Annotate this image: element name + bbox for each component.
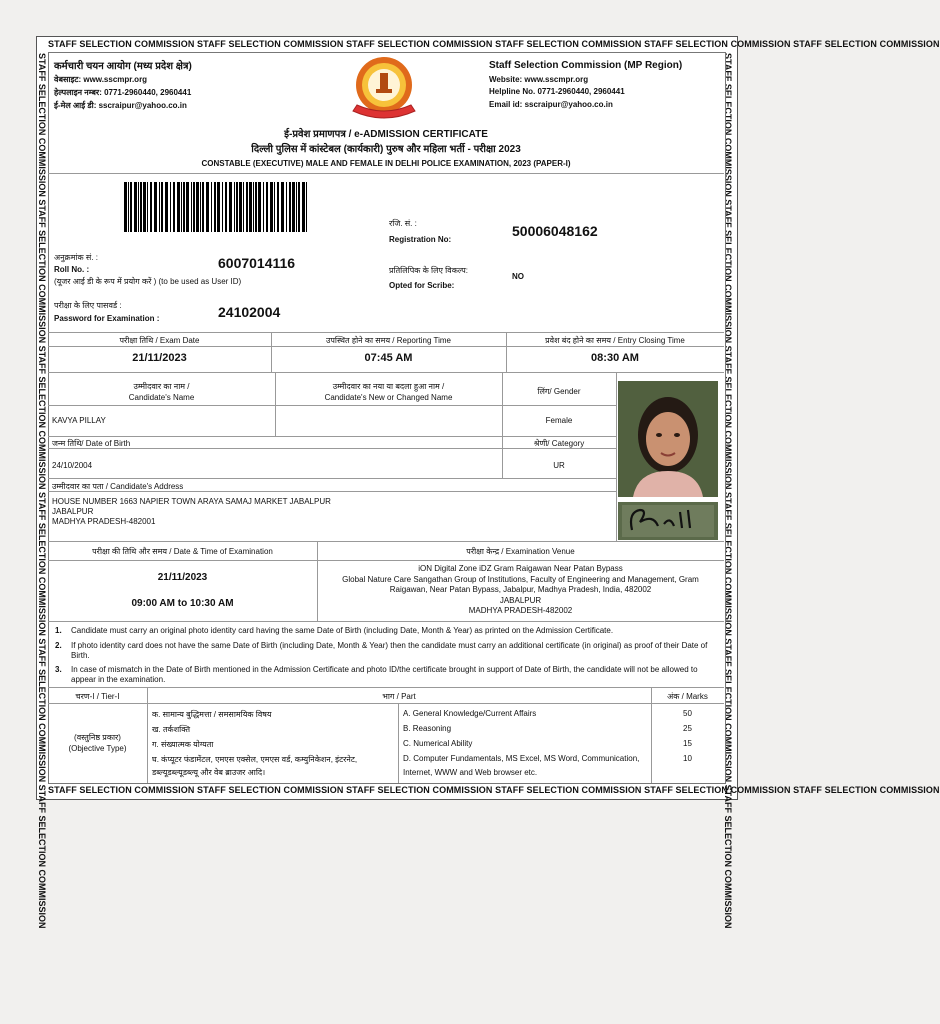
divider <box>48 346 724 347</box>
part-header: भाग / Part <box>382 692 416 701</box>
divider <box>398 703 399 783</box>
barcode-bar <box>234 182 235 232</box>
address-line-2: JABALPUR <box>52 507 94 516</box>
name-label-hindi: उम्मीदवार का नाम / <box>133 382 190 391</box>
gender-label: लिंग/ Gender <box>537 387 581 396</box>
address-line-1: HOUSE NUMBER 1663 NAPIER TOWN ARAYA SAMAJ MARKET JABALPUR <box>52 497 331 506</box>
marks-d: 10 <box>683 754 692 763</box>
hindi-part-d: घ. कंप्यूटर फंडामेंटल, एमएस एक्सेल, एमएस वर्ड, कम्युनिकेशन, इंटरनेट, <box>152 755 358 764</box>
barcode-bar <box>222 182 223 232</box>
divider <box>48 560 724 561</box>
candidate-name: KAVYA PILLAY <box>52 416 106 425</box>
venue-line-3: Raigawan, Near Patan Bypass, Jabalpur, Madhya Pradesh, India, 482002 <box>389 585 652 594</box>
candidate-signature <box>618 502 718 540</box>
instruction-2: If photo identity card does not have the same Date of Birth (including Date, Month & Year) then the candidate must carry an additional certificate (in original) as proof of their Date of Birth. <box>71 641 708 660</box>
divider <box>48 541 724 542</box>
english-website: Website: www.sscmpr.org <box>489 75 589 84</box>
signature-drawing <box>618 502 718 540</box>
english-part-a: A. General Knowledge/Current Affairs <box>403 709 537 718</box>
address-line-3: MADHYA PRADESH-482001 <box>52 517 156 526</box>
english-part-c: C. Numerical Ability <box>403 739 473 748</box>
divider <box>616 372 617 541</box>
barcode-bar <box>253 182 254 232</box>
scribe-label: Opted for Scribe: <box>389 281 455 290</box>
barcode-bar <box>124 182 127 232</box>
instruction-3: In case of mismatch in the Date of Birth mentioned in the Admission Certificate and photo ID/the certificate brought in support of Date of Birth, the candidate will not be allowed to appear in the examination. <box>71 665 698 684</box>
divider <box>48 332 724 333</box>
border-text-top: STAFF SELECTION COMMISSION STAFF SELECTION COMMISSION STAFF SELECTION COMMISSION STAFF SELECTION COMMISSION STAFF SELECTION COMMISSION STAFF SELECTION COMMISSION <box>48 39 940 49</box>
barcode-bar <box>161 182 163 232</box>
border-text-right: STAFF SELECTION COMMISSION STAFF SELECTION COMMISSION STAFF SELECTION COMMISSION STAFF SELECTION COMMISSION STAFF SELECTION COMMISSION STAFF SELECTION COMMISSION <box>723 53 733 929</box>
ssc-emblem-logo <box>345 53 423 123</box>
instruction-2-number: 2. <box>55 641 62 650</box>
barcode-bar <box>150 182 152 232</box>
exam-time: 09:00 AM to 10:30 AM <box>131 598 234 609</box>
barcode-bar <box>143 182 146 232</box>
barcode-bar <box>289 182 291 232</box>
barcode-bar <box>134 182 137 232</box>
barcode-bar <box>306 182 307 232</box>
new-name-label: Candidate's New or Changed Name <box>324 393 453 402</box>
barcode-bar <box>277 182 279 232</box>
roll-note: (यूजर आई डी के रूप में प्रयोग करें ) (to be used as User ID) <box>54 277 242 286</box>
border-text-left: STAFF SELECTION COMMISSION STAFF SELECTION COMMISSION STAFF SELECTION COMMISSION STAFF SELECTION COMMISSION STAFF SELECTION COMMISSION STAFF SELECTION COMMISSION <box>37 53 47 929</box>
barcode-bar <box>243 182 244 232</box>
barcode-bar <box>138 182 139 232</box>
registration-number: 50006048162 <box>512 223 598 239</box>
english-part-d: D. Computer Fundamentals, MS Excel, MS Word, Communication, <box>403 754 640 763</box>
category-label: श्रेणी/ Category <box>533 439 585 448</box>
exam-date-2: 21/11/2023 <box>157 572 208 583</box>
barcode-bar <box>200 182 201 232</box>
venue-label: परीक्षा केन्द्र / Examination Venue <box>466 547 575 556</box>
dob-label: जन्म तिथि/ Date of Birth <box>52 439 131 448</box>
marks-a: 50 <box>683 709 692 718</box>
english-part-b: B. Reasoning <box>403 724 452 733</box>
new-name-label-hindi: उम्मीदवार का नया या बदला हुआ नाम / <box>332 382 445 391</box>
barcode <box>122 182 312 232</box>
hindi-part-d-cont: डब्ल्यूडब्ल्यूडब्ल्यू और वेब ब्राउजर आदि। <box>152 768 266 777</box>
type-english: (Objective Type) <box>68 744 127 753</box>
marks-c: 15 <box>683 739 692 748</box>
barcode-bar <box>236 182 238 232</box>
roll-label: Roll No. : <box>54 265 90 274</box>
barcode-bar <box>255 182 257 232</box>
barcode-bar <box>170 182 171 232</box>
barcode-bar <box>266 182 268 232</box>
registration-label-hindi: रजि. सं. : <box>389 219 417 228</box>
divider <box>48 478 616 479</box>
barcode-bar <box>249 182 252 232</box>
address-label: उम्मीदवार का पता / Candidate's Address <box>52 482 184 491</box>
barcode-bar <box>296 182 297 232</box>
type-hindi: (वस्तुनिष्ठ प्रकार) <box>74 733 121 742</box>
barcode-bar <box>206 182 209 232</box>
barcode-bar <box>165 182 168 232</box>
password-label: Password for Examination : <box>54 314 160 323</box>
barcode-bar <box>229 182 232 232</box>
hindi-email: ई-मेल आई डी: sscraipur@yahoo.co.in <box>54 101 187 110</box>
divider <box>48 621 724 622</box>
barcode-bar <box>177 182 180 232</box>
tier-header: चरण-I / Tier-I <box>75 692 120 701</box>
gender-value: Female <box>545 416 573 425</box>
barcode-bar <box>193 182 195 232</box>
barcode-bar <box>202 182 204 232</box>
divider <box>48 173 724 174</box>
hindi-part-a: क. सामान्य बुद्धिमत्ता / समसामयिक विषय <box>152 710 272 719</box>
exam-date: 21/11/2023 <box>132 352 187 364</box>
instruction-3-number: 3. <box>55 665 62 674</box>
barcode-bar <box>211 182 212 232</box>
reporting-time: 07:45 AM <box>364 352 413 364</box>
barcode-bar <box>173 182 175 232</box>
barcode-bar <box>246 182 248 232</box>
barcode-bar <box>191 182 192 232</box>
category-value: UR <box>553 461 565 470</box>
exam-name-hindi: दिल्ली पुलिस में कांस्टेबल (कार्यकारी) पुरुष और महिला भर्ती - परीक्षा 2023 <box>251 144 521 155</box>
instruction-1: Candidate must carry an original photo identity card having the same Date of Birth (including Date, Month & Year) as printed on the Admission Certificate. <box>71 626 614 635</box>
divider <box>48 687 724 688</box>
barcode-bar <box>274 182 275 232</box>
barcode-bar <box>147 182 148 232</box>
scribe-label-hindi: प्रतिलिपिक के लिए विकल्प: <box>389 266 469 275</box>
barcode-bar <box>263 182 264 232</box>
barcode-bar <box>239 182 242 232</box>
ssc-hindi-title: कर्मचारी चयन आयोग (मध्य प्रदेश क्षेत्र) <box>54 61 192 72</box>
roll-label-hindi: अनुक्रमांक सं. : <box>54 253 98 262</box>
divider <box>48 436 616 437</box>
divider <box>48 372 724 373</box>
instruction-1-number: 1. <box>55 626 62 635</box>
barcode-bar <box>140 182 142 232</box>
roll-number: 6007014116 <box>218 255 296 271</box>
barcode-bar <box>281 182 284 232</box>
certificate-title: ई-प्रवेश प्रमाणपत्र / e-ADMISSION CERTIFICATE <box>284 129 488 140</box>
english-part-d-cont: Internet, WWW and Web browser etc. <box>403 768 538 777</box>
hindi-website: वेबसाइट: www.sscmpr.org <box>54 75 148 84</box>
venue-line-2: Global Nature Care Sangathan Group of Institutions, Faculty of Engineering and Management, Gram <box>342 575 699 584</box>
barcode-bar <box>196 182 199 232</box>
barcode-bar <box>159 182 160 232</box>
english-helpline: Helpline No. 0771-2960440, 2960441 <box>489 87 625 96</box>
venue-line-5: MADHYA PRADESH-482002 <box>468 606 573 615</box>
barcode-bar <box>130 182 132 232</box>
entry-closing-header: प्रवेश बंद होने का समय / Entry Closing Time <box>545 336 685 345</box>
dob-value: 24/10/2004 <box>52 461 93 470</box>
name-label: Candidate's Name <box>128 393 195 402</box>
candidate-photo <box>618 381 718 497</box>
ssc-english-title: Staff Selection Commission (MP Region) <box>489 60 683 71</box>
barcode-bar <box>298 182 300 232</box>
password-label-hindi: परीक्षा के लिए पासवर्ड : <box>54 301 122 310</box>
entry-closing-time: 08:30 AM <box>591 352 639 364</box>
hindi-part-b: ख. तर्कशक्ति <box>152 725 191 734</box>
reporting-time-header: उपस्थित होने का समय / Reporting Time <box>325 336 451 345</box>
exam-name-english: CONSTABLE (EXECUTIVE) MALE AND FEMALE IN DELHI POLICE EXAMINATION, 2023 (PAPER-I) <box>201 159 571 168</box>
date-time-label: परीक्षा की तिथि और समय / Date & Time of Examination <box>92 547 273 556</box>
venue-line-1: iON Digital Zone iDZ Gram Raigawan Near Patan Bypass <box>418 564 623 573</box>
barcode-bar <box>258 182 261 232</box>
exam-date-header: परीक्षा तिथि / Exam Date <box>119 336 200 345</box>
barcode-bar <box>186 182 189 232</box>
barcode-bar <box>217 182 220 232</box>
barcode-bar <box>270 182 273 232</box>
barcode-bar <box>128 182 129 232</box>
barcode-bar <box>225 182 227 232</box>
scribe-value: NO <box>512 272 524 281</box>
hindi-part-c: ग. संख्यात्मक योग्यता <box>152 740 214 749</box>
barcode-bar <box>286 182 287 232</box>
divider <box>48 703 724 704</box>
venue-line-4: JABALPUR <box>499 596 542 605</box>
english-email: Email id: sscraipur@yahoo.co.in <box>489 100 613 109</box>
border-text-bottom: STAFF SELECTION COMMISSION STAFF SELECTION COMMISSION STAFF SELECTION COMMISSION STAFF SELECTION COMMISSION STAFF SELECTION COMMISSION STAFF SELECTION COMMISSION <box>48 785 940 795</box>
barcode-bar <box>181 182 182 232</box>
barcode-bar <box>154 182 157 232</box>
barcode-bar <box>183 182 185 232</box>
barcode-bar <box>292 182 295 232</box>
password-value: 24102004 <box>218 304 281 320</box>
registration-label: Registration No: <box>389 235 452 244</box>
hindi-helpline: हेल्पलाइन नम्बर: 0771-2960440, 2960441 <box>54 88 192 97</box>
barcode-bar <box>302 182 305 232</box>
divider <box>48 405 616 406</box>
barcode-bar <box>214 182 216 232</box>
marks-b: 25 <box>683 724 692 733</box>
marks-header: अंक / Marks <box>667 692 708 701</box>
